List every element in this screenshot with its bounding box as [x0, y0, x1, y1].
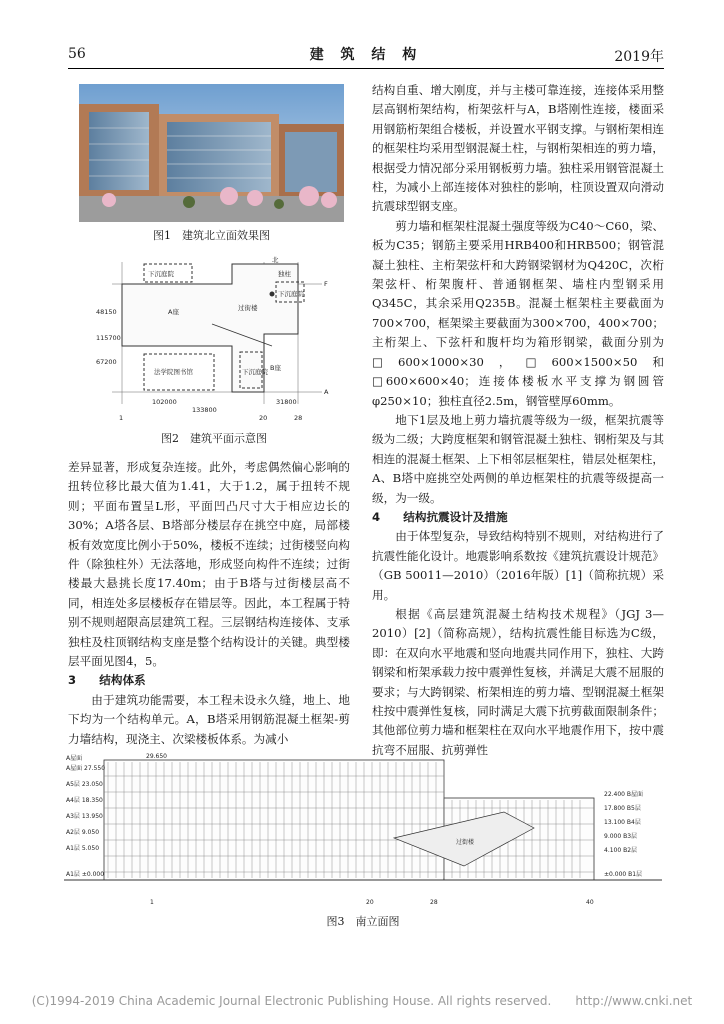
elev-top-left: 29.650 — [146, 753, 167, 760]
section-4-title: 4 结构抗震设计及措施 — [372, 509, 508, 524]
tower-b-label: B座 — [270, 364, 281, 372]
dim-w2: 31800 — [276, 398, 297, 406]
skybridge-label: 过街楼 — [238, 304, 258, 312]
sunken-court-label-1: 下沉庭院 — [148, 270, 174, 278]
dim-w-total: 133800 — [192, 406, 217, 414]
elev-axis-40: 40 — [586, 899, 594, 906]
figure-1-photo — [79, 84, 344, 222]
section-3-title: 3 结构体系 — [68, 673, 146, 688]
left-column — [68, 458, 350, 749]
axis-1-label: 1 — [119, 414, 124, 422]
paragraph-2: 剪力墙和框架柱混凝土强度等级为C40～C60，梁、板为C35；钢筋主要采用HRB400和HRB500；钢管混凝土独柱、主桁架弦杆和大跨钢梁钢材为Q420C，次桁架弦杆、桁架腹杆、普通钢框架、墙柱内型钢采用Q345C，其余采用Q235B。混凝土框架柱主要截面为700×700，框架梁主要截面为300×700，400×700；主桁架上、下弦杆和腹杆均为箱形钢梁，截面分别为□600×1000×30，□600×1500×50和□600×600×40；连接体楼板水平支撑为钢圆管φ250×10；独柱直径2.5m，钢管壁厚60mm。 — [372, 218, 664, 408]
dim-h2: 67200 — [96, 358, 117, 366]
hall-label: 法学院图书馆 — [154, 368, 193, 376]
level-right-2: 13.100 B4层 — [604, 819, 641, 826]
paragraph-1: 结构自重、增大刚度，并与主楼可靠连接，连接体采用整层高钢桁架结构，桁架弦杆与A，B塔刚性连接，楼面采用钢筋桁架组合楼板，并设置水平钢支撑。与钢桁架相连的框架柱均采用型钢混凝土柱，与钢桁架相连的剪力墙，根据受力情况部分采用钢板剪力墙。独柱采用钢管混凝土柱，为减小上部连接体对独柱的影响，柱顶设置双向滑动抗震球型钢支座。 — [372, 83, 664, 214]
journal-year: 2019年 — [614, 49, 664, 65]
figure-2-caption: 图2 建筑平面示意图 — [161, 432, 267, 445]
page-number: 56 — [68, 46, 86, 62]
level-right-1: 17.800 B5层 — [604, 805, 641, 812]
column-label: 独柱 — [278, 270, 291, 278]
axis-20-label: 20 — [259, 414, 268, 422]
tower-a-label: A座 — [168, 308, 179, 316]
elev-axis-28: 28 — [430, 899, 438, 906]
north-label: 北 — [272, 256, 279, 264]
dim-h-total: 115700 — [96, 334, 121, 342]
level-right-4: 4.100 B2层 — [604, 847, 638, 854]
right-column — [372, 81, 664, 760]
level-left-1: A5层 23.050 — [66, 781, 103, 788]
level-right-5: ±0.000 B1层 — [604, 871, 643, 878]
axis-a-label: A — [324, 388, 329, 396]
level-left-5: A1层 5.050 — [66, 845, 100, 852]
elev-skybridge-label: 过街楼 — [456, 839, 475, 846]
paragraph-continuation: 差异显著，形成复杂连接。此外，考虑偶然偏心影响的扭转位移比最大值为1.41，大于1.2，属于扭转不规则；平面布置呈L形，平面凹凸尺寸大于相应边长的30%；A塔各层、B塔部分楼层存在挑空中庭，局部楼板有效宽度比例小于50%，楼板不连续；过街楼竖向构件（除独柱外）无法落地，形成竖向构件不连续；过街楼最大悬挑长度17.40m；由于B塔与过街楼层高不同，相连处多层楼板存在错层等。因此，本工程属于特别不规则超限高层建筑工程。三层钢结构连接体、支承独柱及柱顶钢结构支座是整个结构设计的关键。典型楼层平面见图4，5。 — [68, 460, 350, 669]
paragraph-3: 地下1层及地上剪力墙抗震等级为一级，框架抗震等级为二级；大跨度框架和钢管混凝土独柱、钢桁架及与其相连的混凝土框架、上下相邻层框架柱，错层处框架柱，A、B塔中庭挑空处两侧的单边框架柱的抗震等级提高一级，为一级。 — [372, 412, 664, 505]
level-left-3: A3层 13.950 — [66, 813, 103, 820]
level-left-4: A2层 9.050 — [66, 829, 100, 836]
elev-axis-20: 20 — [366, 899, 374, 906]
axis-28-label: 28 — [294, 414, 303, 422]
level-left-2: A4层 18.350 — [66, 797, 103, 804]
paragraph-4: 由于体型复杂，导致结构特别不规则，对结构进行了抗震性能化设计。地震影响系数按《建筑抗震设计规范》（GB 50011—2010）（2016年版）[1]（简称抗规）采用。 — [372, 529, 664, 602]
level-right-0: 22.400 B屋面 — [604, 791, 644, 798]
page-header — [68, 44, 664, 66]
figure-3-elevation — [64, 748, 662, 908]
sunken-court-label-2: 下沉庭院 — [278, 290, 304, 298]
level-right-3: 9.000 B3层 — [604, 833, 638, 840]
dim-h1: 48150 — [96, 308, 117, 316]
paragraph-5: 根据《高层建筑混凝土结构技术规程》（JGJ 3—2010）[2]（简称高规），结构抗震性能目标选为C级，即：在双向水平地震和竖向地震共同作用下，独柱、大跨钢梁和桁架承载力按中震弹性复核，并满足大震不屈服的要求；与大跨钢梁、桁架相连的剪力墙、型钢混凝土框架柱按中震弹性复核，同时满足大震下抗剪截面限制条件；其他部位剪力墙和框架柱在双向水平地震作用下，按中震抗弯不屈服、抗剪弹性 — [372, 606, 664, 757]
figure-3-caption: 图3 南立面图 — [326, 915, 400, 928]
elev-roof-left: A屋面 — [66, 755, 83, 762]
elev-axis-1: 1 — [150, 899, 154, 906]
figure-2-plan — [92, 254, 336, 422]
sunken-court-label-3: 下沉庭院 — [242, 368, 268, 376]
figure-1-caption: 图1 建筑北立面效果图 — [153, 229, 270, 242]
axis-f-label: F — [324, 280, 328, 288]
dim-w1: 102000 — [152, 398, 177, 406]
section-3-paragraph: 由于建筑功能需要，本工程未设永久缝，地上、地下均为一个结构单元。A，B塔采用钢筋混凝土框架-剪力墙结构，现浇主、次梁楼板体系。为减小 — [68, 692, 350, 746]
copyright-footer: (C)1994-2019 China Academic Journal Electronic Publishing House. All rights reserved. http://www.cnki.net — [31, 994, 693, 1008]
level-left-0: A屋面 27.550 — [66, 765, 106, 772]
level-left-6: A1层 ±0.000 — [66, 871, 105, 878]
header-rule — [68, 68, 664, 69]
journal-title: 建 筑 结 构 — [309, 47, 423, 63]
